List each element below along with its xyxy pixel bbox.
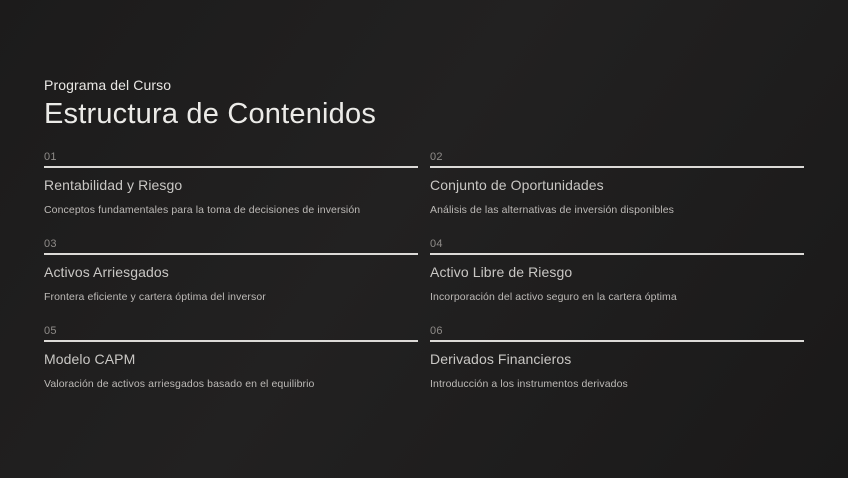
module-title: Rentabilidad y Riesgo xyxy=(44,177,183,193)
module-title: Activos Arriesgados xyxy=(44,264,169,280)
module-divider xyxy=(430,253,804,255)
module-divider xyxy=(44,340,418,342)
slide-title: Estructura de Contenidos xyxy=(44,98,377,130)
module-description: Frontera eficiente y cartera óptima del inversor xyxy=(44,291,266,303)
module-card xyxy=(44,238,418,325)
module-description: Análisis de las alternativas de inversión disponibles xyxy=(430,204,675,216)
module-number: 06 xyxy=(430,325,443,337)
module-number: 02 xyxy=(430,151,443,163)
slide-eyebrow: Programa del Curso xyxy=(44,77,172,93)
module-description: Conceptos fundamentales para la toma de decisiones de inversión xyxy=(44,204,361,216)
module-divider xyxy=(430,166,804,168)
module-card xyxy=(430,325,804,412)
module-description: Incorporación del activo seguro en la cartera óptima xyxy=(430,291,677,303)
module-card xyxy=(430,238,804,325)
module-divider xyxy=(44,166,418,168)
module-divider xyxy=(430,340,804,342)
module-description: Introducción a los instrumentos derivados xyxy=(430,378,628,390)
module-title: Modelo CAPM xyxy=(44,351,136,367)
module-number: 01 xyxy=(44,151,57,163)
module-title: Derivados Financieros xyxy=(430,351,572,367)
slide xyxy=(44,0,804,478)
module-number: 03 xyxy=(44,238,57,250)
module-card xyxy=(430,151,804,238)
module-number: 05 xyxy=(44,325,57,337)
modules-grid xyxy=(44,151,804,412)
module-card xyxy=(44,151,418,238)
module-title: Conjunto de Oportunidades xyxy=(430,177,604,193)
module-number: 04 xyxy=(430,238,443,250)
module-divider xyxy=(44,253,418,255)
module-card xyxy=(44,325,418,412)
module-description: Valoración de activos arriesgados basado en el equilibrio xyxy=(44,378,315,390)
module-title: Activo Libre de Riesgo xyxy=(430,264,573,280)
